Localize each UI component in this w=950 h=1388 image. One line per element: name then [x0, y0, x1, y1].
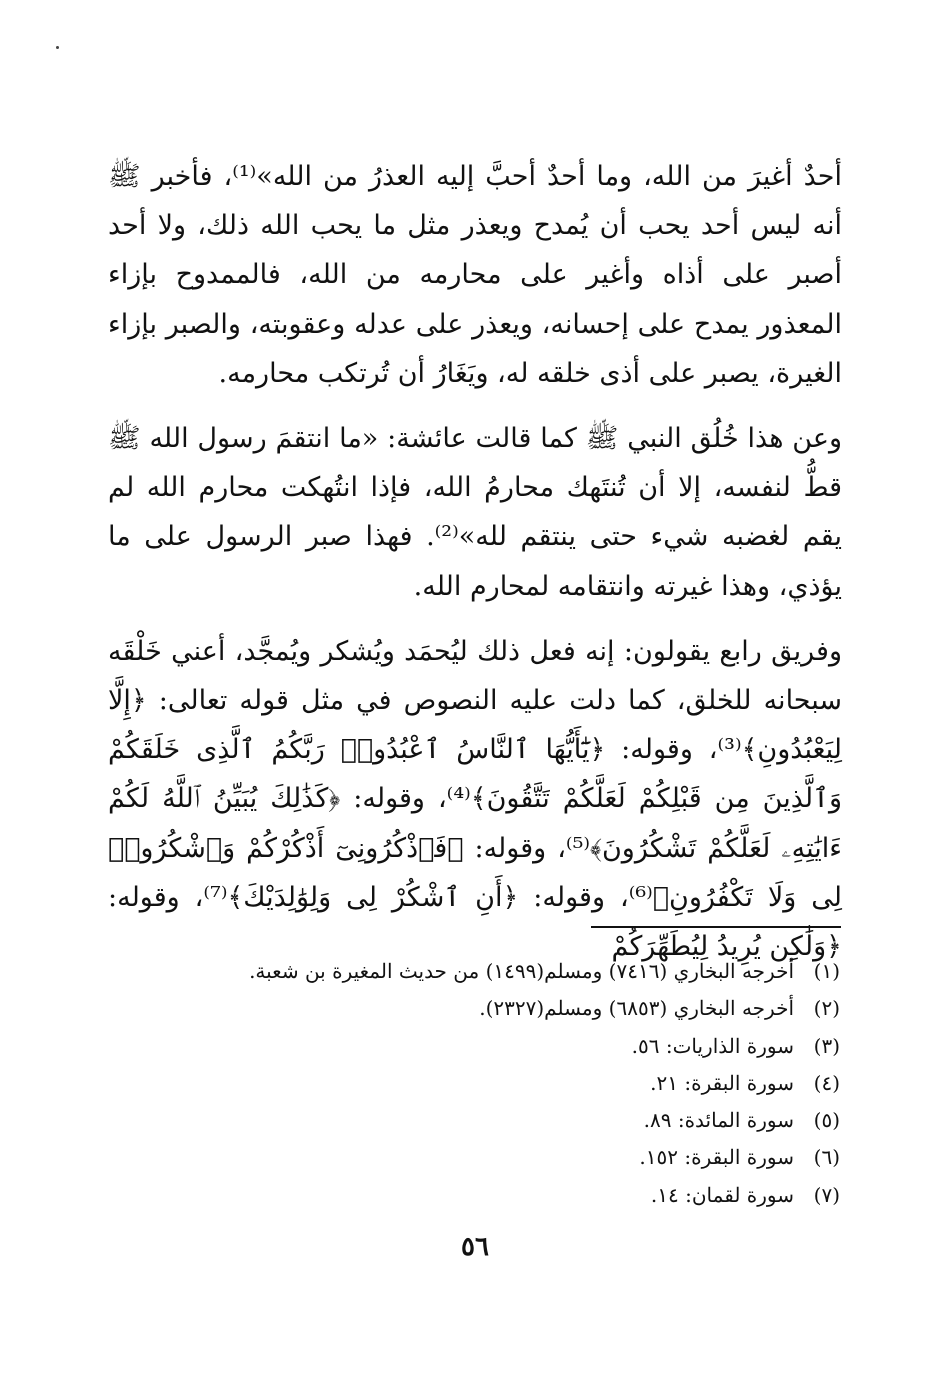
- footnote-number: (١): [813, 959, 840, 983]
- footnote-number: (٥): [813, 1108, 840, 1133]
- footnote-text: سورة لقمان: ١٤.: [650, 1182, 794, 1207]
- footnote-item: [150, 1065, 840, 1102]
- footnote-item: [150, 1139, 840, 1176]
- footnote-separator: [591, 926, 841, 928]
- footnote-item: [150, 1102, 840, 1139]
- footnote-text: أخرجه البخاري (٧٤١٦) ومسلم(١٤٩٩) من حديث المغيرة بن شعبة.: [249, 959, 794, 983]
- footnote-number: (٦): [813, 1145, 840, 1170]
- footnote-item: [150, 1028, 840, 1065]
- main-text: [108, 152, 842, 971]
- footnote-number: (٣): [813, 1033, 840, 1058]
- paragraph-1: أحدٌ أغيرَ من الله، وما أحدٌ أحبَّ إليه العذرُ من الله»⁽¹⁾، فأخبر ﷺ أنه ليس أحد يحب أن يُمدح ويعذر مثل ما يحب الله ذلك، ولا أحد أصبر على أذاه وأغير على محارمه من الله، فالممدوح بإزاء المعذور يمدح على إحسانه، ويعذر على عدله وعقوبته، والصبر بإزاء الغيرة، يصبر على أذى خلقه له، ويَغَارُ أن تُرتكب محارمه.: [108, 161, 842, 389]
- footnote-number: (٤): [813, 1070, 840, 1095]
- page-number: ٥٦: [461, 1232, 489, 1262]
- footnote-number: (٧): [813, 1182, 840, 1207]
- footnote-text: أخرجه البخاري (٦٨٥٣) ومسلم(٢٣٢٧).: [479, 996, 794, 1021]
- footnote-text: سورة البقرة: ٢١.: [650, 1070, 794, 1095]
- footnote-number: (٢): [813, 996, 840, 1021]
- paragraph-3: وفريق رابع يقولون: إنه فعل ذلك ليُحمَد ويُشكر ويُمجَّد، أعني خَلْقَه سبحانه للخلق، كما دلت عليه النصوص في مثل قوله تعالى: ﴿إِلَّا لِيَعْبُدُونِ﴾⁽³⁾، وقوله: ﴿يَٰٓأَيُّهَا ٱلنَّاسُ ٱعْبُدُوا۟ رَبَّكُمُ ٱلَّذِى خَلَقَكُمْ وَٱلَّذِينَ مِن قَبْلِكُمْ لَعَلَّكُمْ تَتَّقُونَ﴾⁽⁴⁾، وقوله: ﴿كَذَٰلِكَ يُبَيِّنُ ٱللَّهُ لَكُمْ ءَايَٰتِهِۦ لَعَلَّكُمْ تَشْكُرُونَ﴾⁽⁵⁾، وقوله: ﴿فَٱذْكُرُونِىٓ أَذْكُرْكُمْ وَٱشْكُرُوا۟ لِى وَلَا تَكْفُرُونِ﴾⁽⁶⁾، وقوله: ﴿أَنِ ٱشْكُرْ لِى وَلِوَٰلِدَيْكَ﴾⁽⁷⁾، وقوله: ﴿وَلَٰكِن يُرِيدُ لِيُطَهِّرَكُمْ: [108, 635, 843, 963]
- footnote-text: سورة الذاريات: ٥٦.: [631, 1033, 794, 1058]
- footnote-item: [150, 1177, 840, 1214]
- footnote-text: سورة المائدة: ٨٩.: [643, 1108, 794, 1133]
- footnote-item: [150, 990, 840, 1027]
- paragraph-2: وعن هذا خُلُق النبي ﷺ كما قالت عائشة: «ما انتقمَ رسول الله ﷺ قطُّ لنفسه، إلا أن تُنتَهك محارمُ الله، فإذا انتُهكت محارم الله لم يقم لغضبه شيء حتى ينتقم لله»⁽²⁾. فهذا صبر الرسول على ما يؤذي، وهذا غيرته وانتقامه لمحارم الله.: [108, 423, 842, 602]
- footnote-item: [150, 953, 840, 990]
- scan-speck: [56, 46, 59, 49]
- footnote-text: سورة البقرة: ١٥٢.: [639, 1145, 794, 1170]
- footnotes-list: [150, 953, 840, 1214]
